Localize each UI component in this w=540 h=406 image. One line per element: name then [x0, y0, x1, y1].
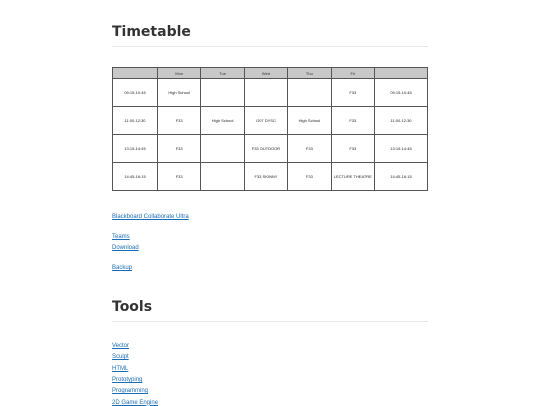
- timetable-cell: F33: [331, 79, 374, 107]
- header-cell-wed: Wed: [244, 68, 287, 79]
- timetable-cell: F33: [288, 135, 331, 163]
- tool-link[interactable]: HTML: [112, 365, 129, 372]
- time-cell: 09:15-10:45: [375, 79, 428, 107]
- timetable-cell: High School: [201, 107, 244, 135]
- header-cell: [375, 68, 428, 79]
- timetable-cell: High School: [288, 107, 331, 135]
- blackboard-link[interactable]: Blackboard Collaborate Ultra: [112, 214, 189, 220]
- timetable-cell: [201, 135, 244, 163]
- timetable-cell: G07 DYSC: [244, 107, 287, 135]
- timetable-cell: F33: [331, 135, 374, 163]
- tool-link[interactable]: Programming: [112, 388, 149, 395]
- timetable-cell: F33: [158, 163, 201, 191]
- timetable-row: [113, 135, 428, 163]
- header-cell-thu: Thu: [288, 68, 331, 79]
- tool-link[interactable]: Vector: [112, 343, 130, 349]
- tool-link[interactable]: Sculpt: [112, 354, 129, 361]
- teams-link[interactable]: Teams: [112, 234, 130, 240]
- timetable-cell: F33 SKINNY: [244, 163, 287, 191]
- timetable-cell: F33: [158, 107, 201, 135]
- heading-divider: [112, 321, 428, 322]
- timetable-cell: [244, 79, 287, 107]
- timetable-cell: [201, 163, 244, 191]
- backup-link[interactable]: Backup: [112, 265, 133, 271]
- timetable-row: [113, 79, 428, 107]
- time-cell: 11:00-12:30: [113, 107, 158, 135]
- time-cell: 09:15-10:45: [113, 79, 158, 107]
- time-cell: 13:15-14:45: [113, 135, 158, 163]
- download-link[interactable]: Download: [112, 245, 139, 251]
- header-cell: [113, 68, 158, 79]
- header-cell-mon: Mon: [158, 68, 201, 79]
- header-cell-fri: Fri: [331, 68, 374, 79]
- timetable-cell: F33 OUTDOOR: [244, 135, 287, 163]
- header-cell-tue: Tue: [201, 68, 244, 79]
- time-cell: 11:00-12:30: [375, 107, 428, 135]
- tool-link[interactable]: Prototyping: [112, 376, 143, 383]
- timetable-header-row: [113, 68, 428, 79]
- timetable-cell: F33: [331, 107, 374, 135]
- timetable-cell: F33: [288, 163, 331, 191]
- timetable-row: [113, 107, 428, 135]
- timetable-row: [113, 163, 428, 191]
- timetable-cell: F33: [158, 135, 201, 163]
- tools-heading: Tools: [112, 299, 153, 315]
- heading-divider: [112, 46, 428, 47]
- timetable-cell: [288, 79, 331, 107]
- time-cell: 14:45-16:15: [375, 163, 428, 191]
- timetable-heading: Timetable: [112, 24, 191, 40]
- timetable-cell: LECTURE THEATRE: [331, 163, 374, 191]
- time-cell: 13:15-14:45: [375, 135, 428, 163]
- timetable-table: [112, 67, 428, 191]
- timetable-cell: High School: [158, 79, 201, 107]
- time-cell: 14:45-16:15: [113, 163, 158, 191]
- tool-link[interactable]: 2D Game Engine: [112, 399, 159, 406]
- timetable-cell: [201, 79, 244, 107]
